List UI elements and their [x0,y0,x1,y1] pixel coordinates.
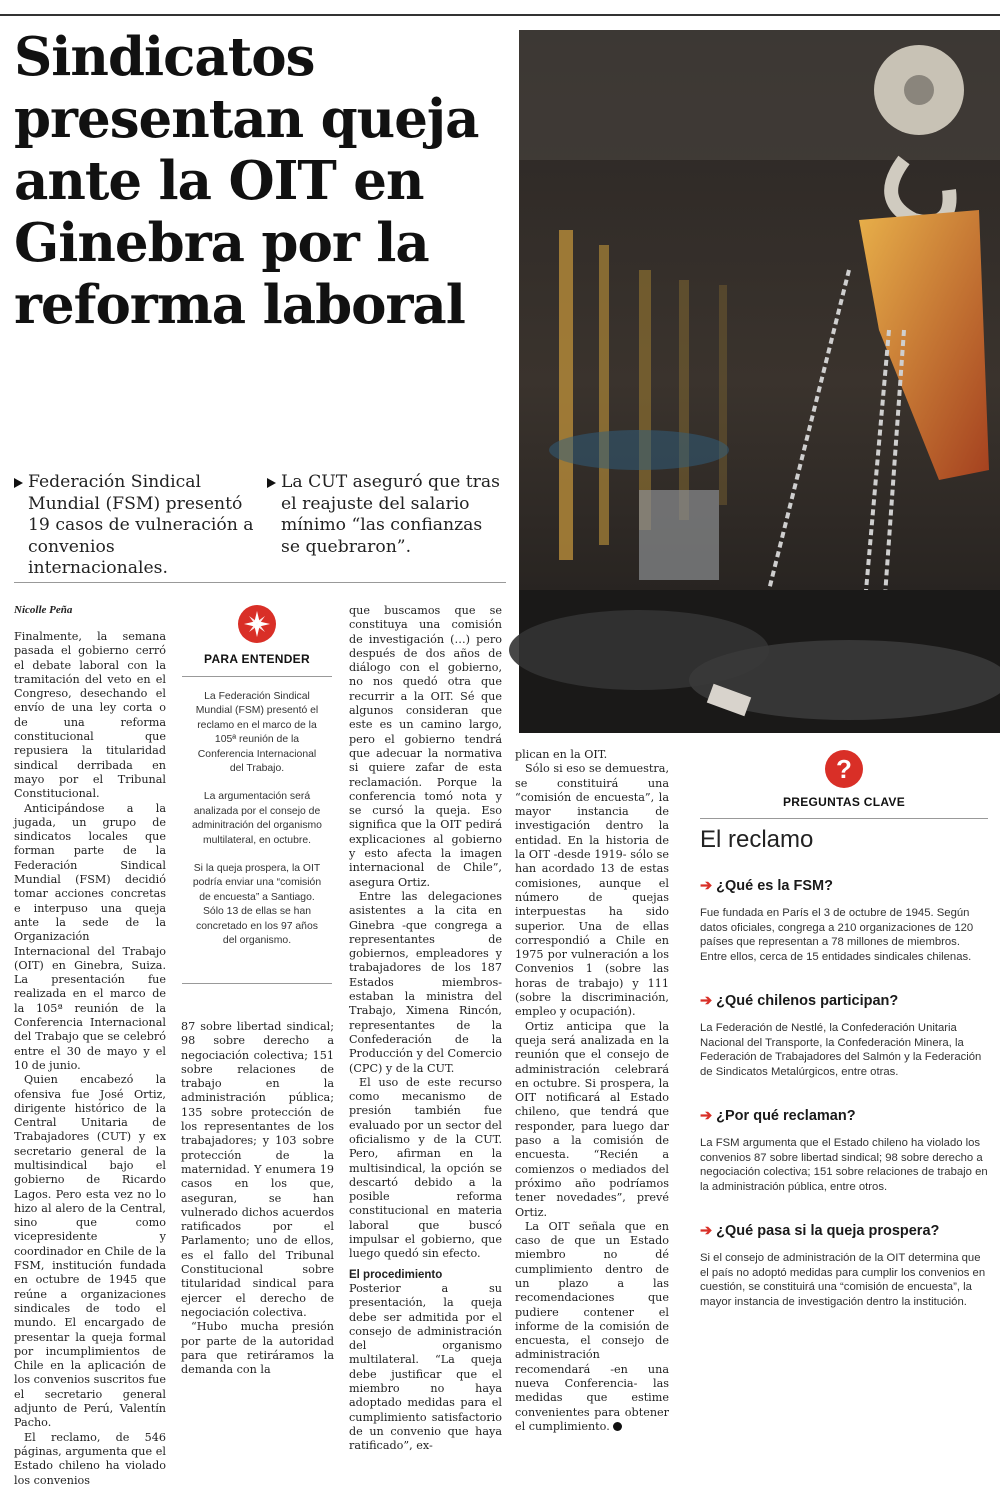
paragraph: Sólo si eso se demuestra, se constituirá una “comisión de encuesta”, la mayor instancia de investigación dentro la entidad. En la historia de la OIT -desde 1919- sólo se han acordado 13 de estas comisiones, aunque el número de quejas interpuestas ha sido superior. Una de ellas correspondió a Chile en 1975 por vulneración a los Convenios 1 (sobre las horas de trabajo) y 111 (sobre la discriminación, empleo y ocupación). [515,762,669,1019]
paragraph: Quien encabezó la ofensiva fue José Ortiz, dirigente histórico de la Central Unitaria de Trabajadores (CUT) y ex secretario general de la multisindical bajo el gobierno de Ricardo Lagos. Pero esta vez no lo hizo al alero de la Central, sino que como vicepresidente y coordinador en Chile de la FSM, institución fundada en octubre de 1945 que reúne a organizaciones sindicales de todo el mundo. El encargado de presentar la queja formal por incumplimientos de Chile en la aplicación de los convenios suscritos fue el secretario general adjunto de Perú, Valentín Pacho. [14,1073,166,1430]
arrow-right-icon: ➔ [700,1223,713,1239]
paragraph: La argumentación será analizada por el consejo de adminitración del organismo multilateral, en octubre. [192,791,322,846]
paragraph: que buscamos que se constituya una comisión de investigación (…) pero después de dos años de diálogo con el gobierno, no nos quedó otra que recurrir a la OIT. Sé que algunos consideran que este es un camino largo, pero el gobierno tendrá que adecuar la normativa si quiere zafar de esta reclamación. Porque la conferencia tomó nota y se cursó la queja. Eso significa que la OIT pedirá explicaciones al gobierno y esto afecta la imagen internacional de Chile”, asegura Ortiz. [349,604,502,889]
answer-3: La FSM argumenta que el Estado chileno ha violado los convenios 87 sobre libertad sindical; 98 sobre derecho a negociación colectiva; 151 sobre relaciones de trabajo en la administración pública, entre otros. [700,1137,988,1193]
compass-star-icon [238,605,276,643]
paragraph: plican en la OIT. [515,748,608,761]
summary-bullet-1 [14,472,254,580]
bullet-text: La CUT aseguró que tras el reajuste del salario mínimo “las confianzas se quebraron”. [281,472,500,557]
article-column-3 [349,604,502,1453]
paragraph: Ortiz anticipa que la queja será analizada en la reunión que el consejo de administración celebrará en octubre. Si prospera, la OIT notificará al Estado chileno, que tendrá que responder, para luego dar paso a la comisión de encuesta. “Recién a comienzos o mediados del próximo año podríamos tener novedades”, prevé Ortiz. [515,1019,669,1219]
headline: Sindicatos presentan queja ante la OIT en Ginebra por la reforma laboral [14,26,479,336]
para-entender-text [192,690,322,963]
byline: Nicolle Peña [14,604,73,616]
answer-2: La Federación de Nestlé, la Confederación Unitaria Nacional del Transporte, la Confederación Minera, la Federación de Trabajadores del Salmón y la Federación de Sindicatos Metalúrgicos, entre otras. [700,1022,982,1078]
paragraph: Anticipándose a la jugada, un grupo de sindicatos locales que forman parte de la Federación Sindical Mundial (FSM) decidió tomar acciones concretas e interpuso una queja ante la sede de la Organización Internacional del Trabajo (OIT) en Ginebra, Suiza. La presentación fue realizada en el marco de la 105ª reunión de la Conferencia Internacional del Trabajo que se celebró entre el 30 de mayo y el 10 de junio. [14,801,166,1072]
paragraph: La Federación Sindical Mundial (FSM) presentó el reclamo en el marco de la 105ª reunión de la Conferencia Internacional del Trabajo. [195,691,319,775]
question-4 [700,1223,939,1239]
triangle-bullet-icon [14,478,23,488]
article-column-2 [181,1020,334,1377]
question-text: ¿Por qué reclaman? [716,1108,856,1124]
section-divider [14,582,506,583]
question-text: ¿Qué es la FSM? [716,878,833,894]
triangle-bullet-icon [267,478,276,488]
paragraph: Posterior a su presentación, la queja debe ser admitida por el consejo de administración del organismo multilateral. “La queja debe justificar que el miembro no haya adoptado medidas para el cumplimiento satisfactorio de un convenio que haya ratificado”, ex- [349,1281,502,1453]
question-text: ¿Qué pasa si la queja prospera? [716,1223,940,1239]
paragraph: El reclamo, de 546 páginas, argumenta que el Estado chileno ha violado los convenios [14,1430,166,1487]
paragraph-text: La OIT señala que en caso de que un Estado miembro no dé cumplimiento dentro de un plazo a las recomendaciones que pudiere contener el informe de la comisión de encuesta, el consejo de administración recomendará -en una nueva Conferencia- las medidas que estime convenientes para obtener el cumplimiento. [515,1219,669,1433]
article-column-4 [515,748,669,1433]
paragraph: Finalmente, la semana pasada el gobierno cerró el debate laboral con la tramitación del veto en el Congreso, desechando el envío de una ley corta o de una reforma constitucional que repusiera la titularidad sindical derribada en mayo por el Tribunal Constitucional. [14,630,166,801]
question-3 [700,1108,856,1124]
svg-text:?: ? [836,754,852,784]
paragraph: Entre las delegaciones asistentes a la cita en Ginebra -que congrega a representantes de gobiernos, empleadores y trabajadores de los 187 Estados miembros- estaban la ministra del Trabajo, Ximena Rincón, representantes de la Confederación de la Producción y del Comercio (CPC) y de la CUT. [349,889,502,1075]
arrow-right-icon: ➔ [700,878,713,894]
el-reclamo-title: El reclamo [700,826,814,853]
preguntas-divider [700,818,988,819]
industrial-crane-photo [519,30,1000,733]
article-column-1 [14,630,166,1487]
summary-bullet-2 [267,472,503,558]
paragraph [515,1220,669,1434]
answer-1: Fue fundada en París el 3 de octubre de 1945. Según datos oficiales, congrega a 210 organizaciones de 120 países que representan a 78 millones de miembros. Entre ellos, cerca de 15 entidades sindicales chilenas. [700,907,974,963]
bullet-text: Federación Sindical Mundial (FSM) presentó 19 casos de vulneración a convenios internacionales. [28,472,254,578]
end-mark-icon [613,1422,622,1431]
paragraph: El uso de este recurso como mecanismo de presión también fue evaluado por un sector del oficialismo y de la CUT. Pero, afirman en la multisindical, la opción se descartó debido a la posible reforma constitucional en materia laboral que buscó impulsar el gobierno, que luego quedó sin efecto. [349,1075,502,1261]
paragraph: “Hubo mucha presión por parte de la autoridad para que retiráramos la demanda con la [181,1320,334,1377]
question-1 [700,878,833,894]
arrow-right-icon: ➔ [700,993,713,1009]
preguntas-clave-title: PREGUNTAS CLAVE [782,795,906,809]
question-text: ¿Qué chilenos participan? [716,993,899,1009]
arrow-right-icon: ➔ [700,1108,713,1124]
paragraph: 87 sobre libertad sindical; 98 sobre derecho a negociación colectiva; 151 sobre relaciones de trabajo en la administración pública; 135 sobre protección de los representantes de los trabajadores; y 103 sobre protección de la maternidad. Y enumera 19 casos en los que, aseguran, se han vulnerado dichos acuerdos ratificados por el Parlamento; uno de ellos, es el fallo del Tribunal Constitucional sobre titularidad sindical para ejercer el derecho de negociación colectiva. [181,1020,334,1319]
question-mark-icon [825,750,863,788]
question-2 [700,993,898,1009]
paragraph: Si la queja prospera, la OIT podría enviar una “comisión de encuesta” a Santiago. Sólo 13 de ellas se han concretado en los 97 años del organismo. [192,863,322,947]
subheading: El procedimiento [349,1268,443,1281]
top-rule [0,14,1000,16]
answer-4: Si el consejo de administración de la OIT determina que el país no adoptó medidas para cumplir los convenios en cuestión, se constituirá una “comisión de encuesta”, la mayor instancia de investigación dentro la institución. [700,1252,986,1308]
para-entender-title: PARA ENTENDER [204,652,310,666]
